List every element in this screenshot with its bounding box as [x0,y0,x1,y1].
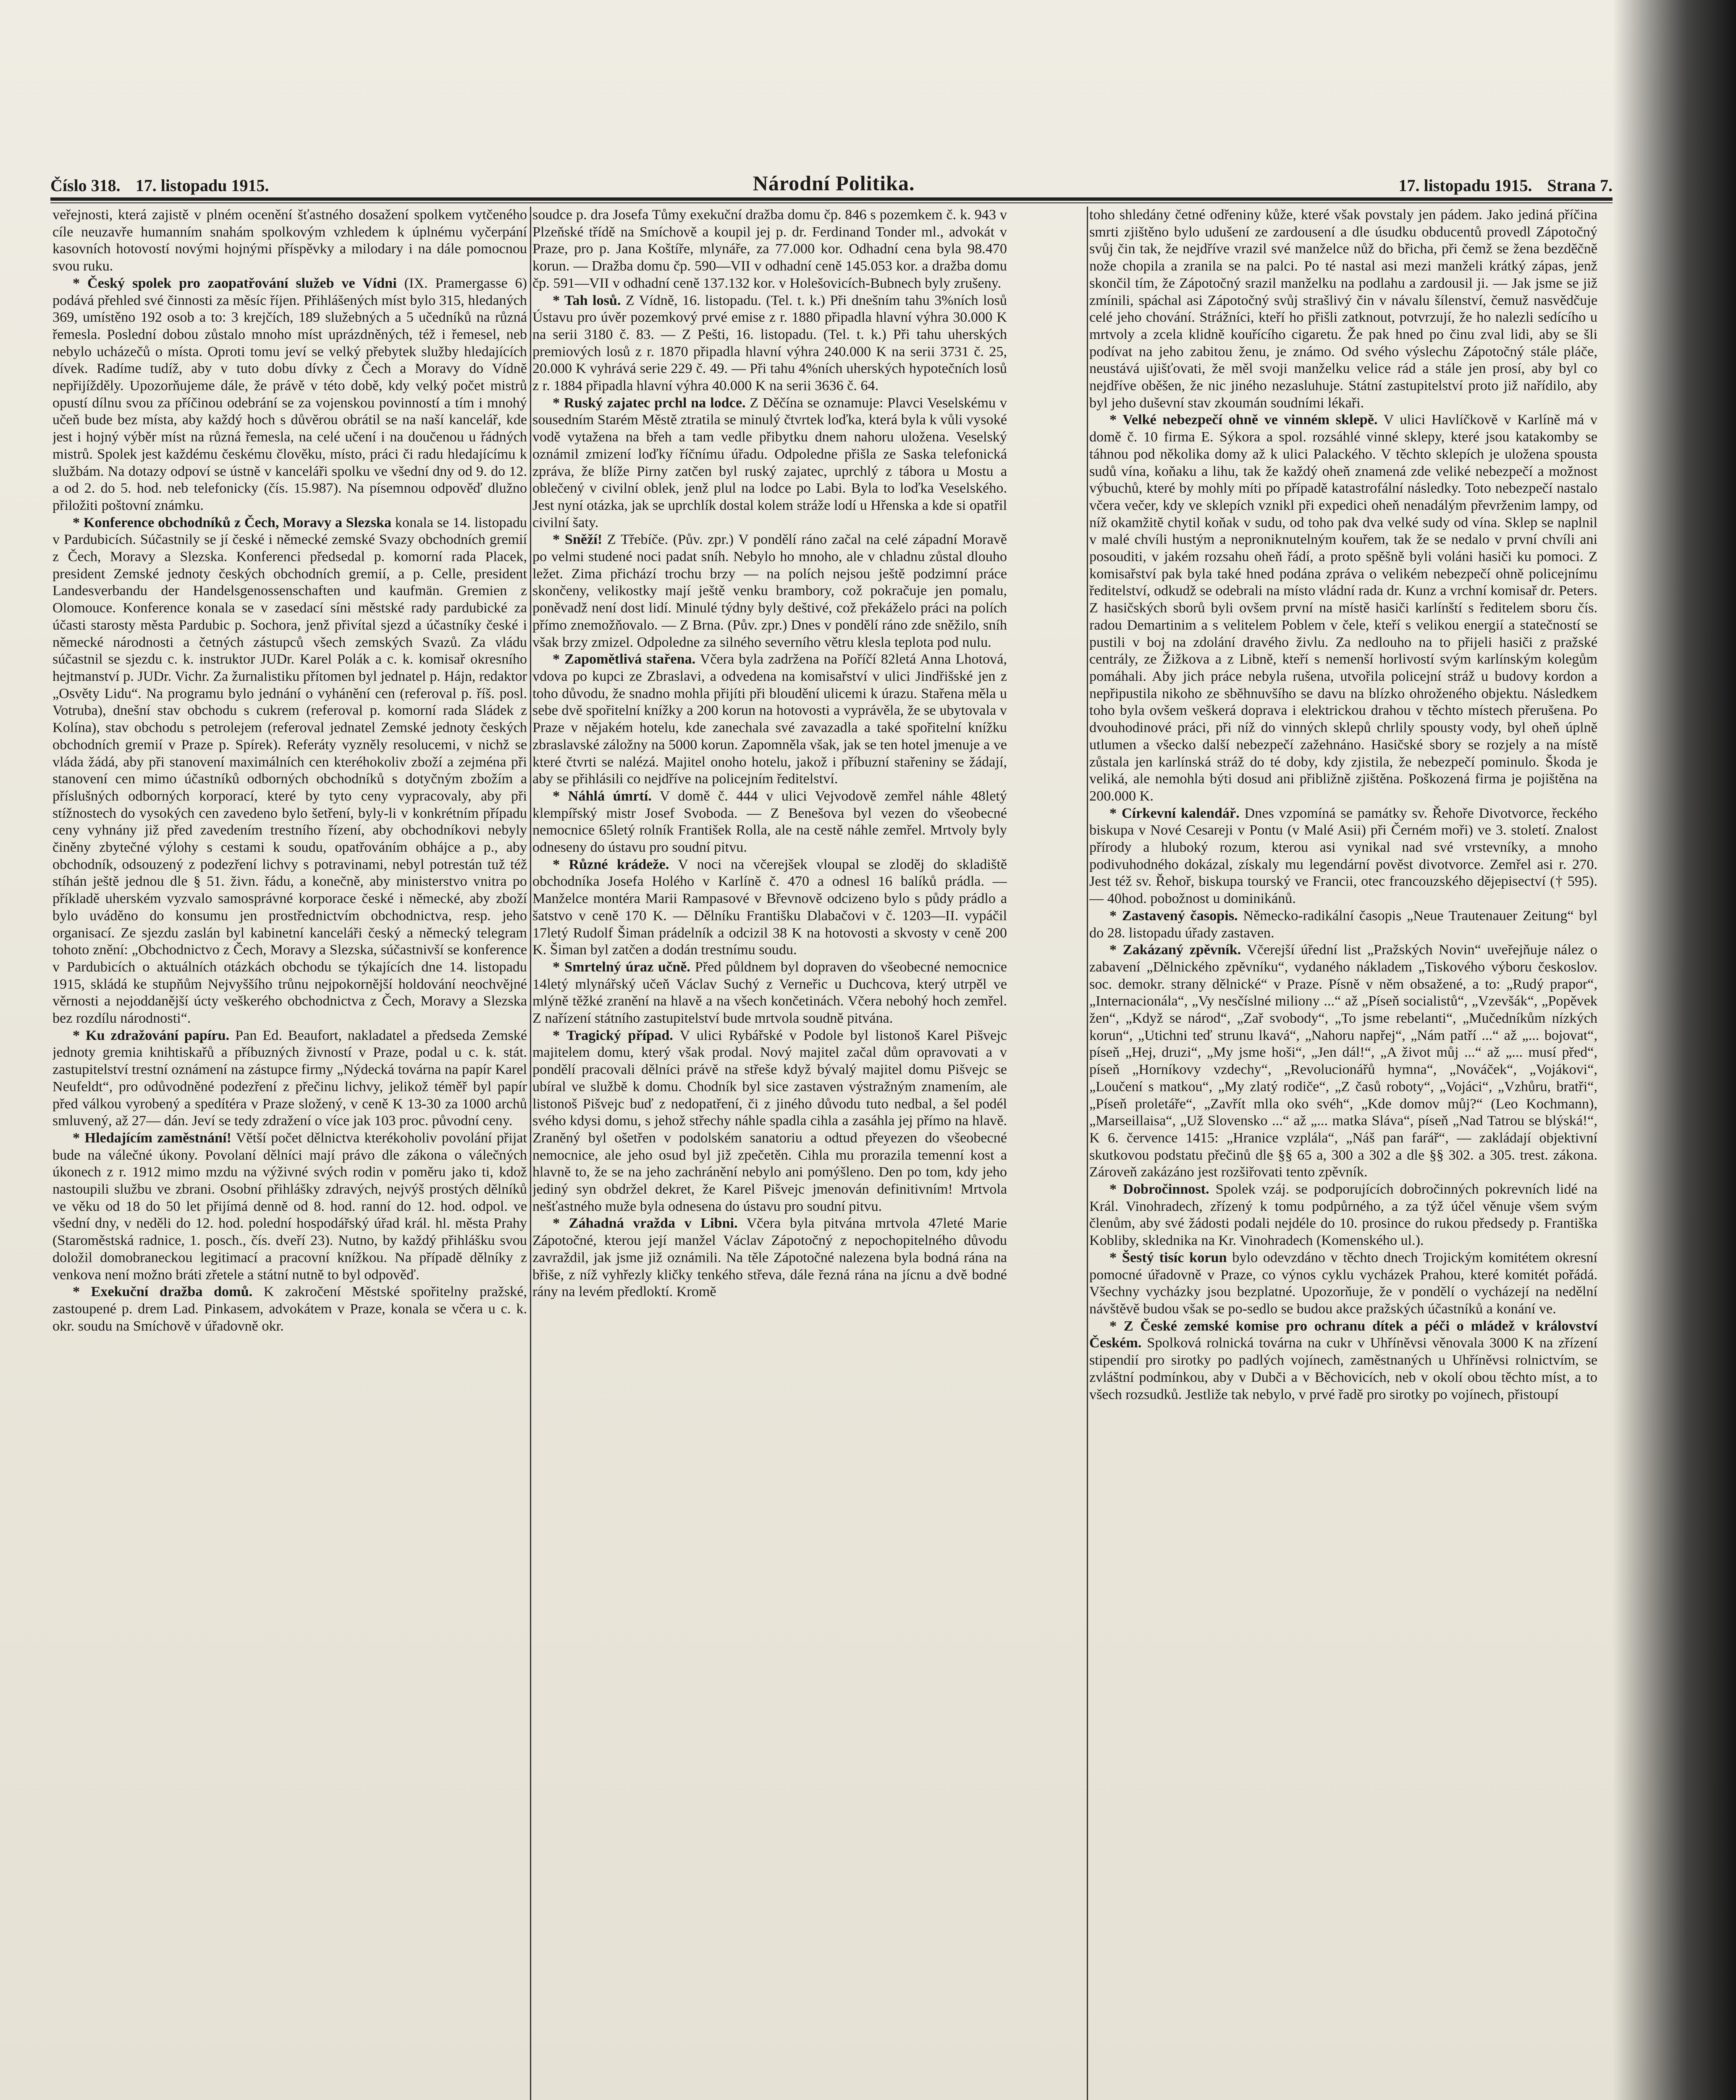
article-paragraph [532,207,1007,292]
article-heading: * Hledajícím zaměstnání! [73,1130,231,1146]
article-heading: * Český spolek pro zaopatřování služeb ve Vídni [73,275,397,291]
article-paragraph [52,275,527,514]
article-text: Včera byla pitvána mrtvola 47leté Marie Zápotočné, kterou její manžel Václav Zápotočný z nepochopitelného důvodu zavraždil, jak jsme již oznámili. Na těle Zápotočné nalezena byla bodná rána na břiše, z níž vyhřezly kličky tenkého střeva, dále řezná rána na jícnu a dvě bodné rány na levém předloktí. Kromě [532,1215,1007,1300]
article-paragraph [532,651,1007,788]
article-text: Z Děčína se oznamuje: Plavci Veselskému v sousedním Starém Městě ztratila se minulý čtvrtek loďka, která byla k vůli vysoké vodě vytažena na břeh a tam vedle přibytku dnem nahoru uložena. Veselský oznámil zmizení loďky říčnímu úřadu. Odpoledne přišla ze Saska telefonická zpráva, že blíže Pirny zatčen byl ruský zajatec, uprchlý z tábora u Mostu a oblečený v civilní oblek, jenž plul na lodce po Labi. Byla to loďka Veselského. Jest nyní otázka, jak se uprchlík dostal kolem stráže lodí u Hřenska a kde si opatřil civilní šaty. [532,395,1007,530]
article-text: Z Třebíče. (Pův. zpr.) V pondělí ráno začal na celé západní Moravě po velmi studené noci padat sníh. Nebylo ho mnoho, ale v chladnu zůstal dlouho ležet. Zima přichází trochu brzy — na polích nejsou ještě podzimní práce skončeny, velikostky mají ještě venku brambory, což pokračuje jen pomalu, poněvadž není dost lidí. Minulé týdny byly deštivé, což překáželo práci na polích přímo znemožňovalo. — Z Brna. (Pův. zpr.) Dnes v pondělí ráno zde sněžilo, sníh však brzy zmizel. Odpoledne za silného severního větru klesla teplota pod nulu. [532,532,1007,650]
article-text: soudce p. dra Josefa Tůmy exekuční dražba domu čp. 846 s pozemkem č. k. 943 v Plzeňské třídě na Smíchově a koupil jej p. dr. Ferdinand Tonder ml., advokát v Praze, pro p. Jana Koštíře, mlynáře, za 77.000 kor. Odhadní cena byla 98.470 korun. — Dražba domu čp. 590—VII v odhadní ceně 145.053 kor. a dražba domu čp. 591—VII v odhadní ceně 137.132 kor. v Holešovicích-Bubnech byly zrušeny. [532,207,1007,291]
article-heading: * Ku zdražování papíru. [73,1027,230,1043]
article-heading: * Dobročinnost. [1109,1181,1209,1197]
article-heading: * Ruský zajatec prchl na lodce. [553,395,746,411]
article-text: Včerejší úřední list „Pražských Novin“ uveřejňuje nález o zabavení „Dělnického zpěvníku“, vydaného nákladem „Tiskového výboru českoslov. soc. demokr. strany dělnické“ v Praze. Písně v něm obsažené, a to: „Rudý prapor“, „Internacionála“, „Vy nesčíslné miliony ...“ až „Píseň socialistů“, „Vzevšák“, „Popěvek žen“, „Když se národ“, „Zař svobody“, „To jsme rebelanti“, „Mučedníkům nízkých korun“, „Utichni teď strunu lkavá“, „Nahoru napřej“, „Nám patří ...“ až „... bojovat“, píseň „Hej, druzi“, „My jsme hoši“, „Jen dál!“, „A život můj ...“ až „... musí před“, píseň „Horníkovy vzdechy“, „Revolucionářů hymna“, „Nováček“, „Vojákovi“, „Loučení s matkou“, „My zlatý rodiče“, „Z časů roboty“, „Vojáci“, „Vzhůru, bratři“, „Píseň proletáře“, „Zavřít mlla oko svéh“, „Kde domov můj?“ (Leo Kochmann), „Marseillaisa“, „Už Slovensko ...“ až „... matka Sláva“, píseň „Nad Tatrou se blýská!“, K 6. července 1415: „Hranice vzplála“, „Náš pan farář“, — zakládají objektivní skutkovou podstatu přečinů dle §§ 65 a, 300 a 302 a dle §§ 302. a 305. trest. zákona. Zároveň zakázáno jest rozšiřovati tento zpěvník. [1089,942,1597,1180]
article-paragraph [1089,412,1597,805]
column-separator [530,207,531,2100]
article-paragraph [532,959,1007,1027]
article-heading: * Z České zemské komise pro ochranu dítek a péči o mládež v království Českém. [1089,1318,1597,1351]
article-text: konala se 14. listopadu v Pardubicích. Súčastnily se jí české i německé zemské Svazy obchodních gremií z Čech, Moravy a Slezska. Konferenci předsedal p. komorní rada Placek, president Zemské jednoty českých obchodních gremií, a p. Celle, president Landesverbandu der Handelsgenossenschaften und kaufmän. Gremien z Olomouce. Konference konala se v zasedací síni městské rady pardubické za účasti starosty města Pardubic p. Sochora, jenž přivítal sjezd a účastníky české i německé národnosti a četných zástupců všech zemských Svazů. Za vládu súčastnil se sjezdu c. k. instruktor JUDr. Karel Polák a c. k. komisař okresního hejtmanství p. JUDr. Vichr. Za žurnalistiku přítomen byl jednatel p. Hájn, redaktor „Osvěty Lidu“. Na programu bylo jednání o vyhánění cen (referoval p. říš. posl. Votruba), dnešní stav obchodu s cukrem (referoval p. komorní rada Sládek z Kolína), stav obchodu s petrolejem (referoval jednatel Zemské jednoty českých obchodních gremií v Praze p. Spírek). Referáty vyzněly resolucemi, v nichž se vláda žádá, aby při stanovení maximálních cen kteréhokoliv zboží a zejména při stanovení cen mimo účastníků odborných obchodníků s dotyčným zbožím a příslušných odborných korporací, které by tyto ceny vypracovaly, aby při stížnostech do vysokých cen zavedeno bylo šetření, byly-li v konkrétním případu ceny vyhnány již před zavedením trestního řízení, aby obchodníkovi nebyly činěny zbytečné výlohy s cestami k soudu, opatřováním obhájce a p., aby obchodník, odsouzený z podezření lichvy s potravinami, nebyl potrestán tuž též stíhán ještě jednou dle § 51. živn. řádu, a konečně, aby ministerstvo vnitra po příkladě uherském vyzvalo samosprávné korporace české i německé, aby zboží bylo uváděno do konsumu jen prostřednictvím obchodnictva, resp. jeho organisací. Ze sjezdu zaslán byl kabinetní kanceláři český a německý telegram tohoto znění: „Obchodnictvo z Čech, Moravy a Slezska, súčastnivší se konference v Pardubicích o aktuálních otázkách obchodu se týkajících dne 14. listopadu 1915, skládá ke stupňům Nejvyššího trůnu nejpokornější holdování neochvějné věrnosti a nejoddanější úcty veškerého obchodnictva z Čech, Moravy a Slezska bez rozdílu národnosti“. [52,514,527,1026]
article-heading: * Tragický případ. [553,1027,673,1043]
article-paragraph [1089,207,1597,412]
article-text: V noci na včerejšek vloupal se zloděj do skladiště obchodníka Josefa Holého v Karlíně č. 470 a odnesl 16 balíků prádla. — Manželce montéra Marii Rampasové v Břevnově odcizeno bylo s půdy prádlo a šatstvo v ceně 170 K. — Dělníku Františku Dlabačovi v č. 1203—II. vypáčil 17letý Rudolf Šiman prádelník a odcizil 38 K na hotovosti a skvosty v ceně 200 K. Šiman byl zatčen a dodán trestnímu soudu. [532,856,1007,958]
article-text: bylo odevzdáno v těchto dnech Trojickým komitétem okresní pomocné úřadovně v Praze, co výnos cyklu vycházek Prahou, které komitét pořádá. Všechny vycházky jsou bezplatné. Upozorňuje, že v pondělí o vycházejí na nedělní návštěvě budou však se po-sedlo se budou akce pražských účastníků a konání ve. [1089,1250,1597,1317]
article-paragraph [532,1027,1007,1215]
article-text: K zakročení Městské spořitelny pražské, zastoupené p. drem Lad. Pinkasem, advokátem v Praze, konala se včera u c. k. okr. soudu na Smíchově v úřadovně okr. [52,1284,527,1334]
article-paragraph [532,395,1007,532]
article-text: V ulici Havlíčkově v Karlíně má v domě č. 10 firma E. Sýkora a spol. rozsáhlé vinné sklepy, které jsou katakomby se táhnou pod několika domy až k ulici Palackého. V těchto sklepích je uložena spousta sudů vína, koňaku a lihu, tak že každý oheň znamená zde veliké nebezpečí a možnost výbuchů, které by mohly míti po případě katastrofální následky. Toto nebezpečí nastalo včera večer, kdy ve sklepích vznikl při expedici oheň nenadálým převrženim lampy, od níž okamžitě chytil koňak v sudu, od toho pak dva velké sudy od vína. Sklep se naplnil v malé chvíli hustým a neproniknutelným kouřem, tak že se nedalo v první chvíli ani posouditi, v jakém rozsahu oheň řádí, a proto spěšně byli voláni hasiči ku pomoci. Z komisařství pak byla také hned podána zpráva o velikém nebezpečí ohně policejnímu ředitelství, odkudž se odebrali na místo vládní rada dr. Kunz a vrchní komisař dr. Peters. Z hasičských sborů byli ovšem první na místě hasiči karlínští s ředitelem sboru čís. radou Demartinim a s velitelem Poblem v čele, kteří s velikou energií a statečností se pustili v boj na zdolání dravého živlu. Za nedlouho na to přijeli hasiči z pražské centrály, ze Žižkova a z Libně, kteří s nemenší horlivostí svým karlínským kolegům pomáhali. Aby jich práce nebyla rušena, utvořila policejní stráž u budovy kordon a nepřipustila nikoho ze sběhnuvšího se davu na blízko ohroženého objektu. Následkem toho byla ovšem veškerá doprava i elektrickou drahou v těchto místech přerušena. Po dvouhodinové práci, při níž do vinných sklepů chrlily spousty vody, byl oheň úplně utlumen a všecko další nebezpečí zažehnáno. Hasičské sbory se rozjely a na místě zůstala jen karlínská stráž do té doby, kdy zjistila, že nebezpečí pominulo. Škoda je veliká, ale nemohla býti dosud ani přibližně zjištěna. Poškozená firma je pojištěna na 200.000 K. [1089,412,1597,804]
column-1 [52,207,527,2100]
article-heading: * Smrtelný úraz učně. [553,959,690,975]
article-paragraph [52,1284,527,1335]
article-paragraph [532,292,1007,395]
article-paragraph [52,1027,527,1130]
article-paragraph [1089,908,1597,942]
article-text: Pan Ed. Beaufort, nakladatel a předseda Zemské jednoty gremia knihtiskařů a příbuzných živností v Praze, podal u c. k. stát. zastupitelství trestní oznámení na zástupce firmy „Nýdecká továrna na papír Karel Neufeldt“, pro odůvodněné podezření z přečinu lichvy, jelikož téměř byl papír před válkou vyrobený a spedítéra v Praze složený, v ceně K 13-30 za 1000 archů smluvený, až 27— dán. Jeví se tedy zdražení o více jak 103 proc. původní ceny. [52,1027,527,1129]
article-paragraph [532,531,1007,651]
article-text: veřejnosti, která zajistě v plném ocenění šťastného dosažení spolkem vytčeného cíle neuzavře humanním snahám spolkovým vzhledem k úplnému vyčerpání kasovních hotovostí novými hojnými příspěvky a milodary i na dále pomocnou svou ruku. [52,207,527,274]
article-heading: * Zapomětlivá stařena. [553,651,696,667]
article-heading: * Zakázaný zpěvník. [1109,942,1241,958]
article-heading: * Tah losů. [553,292,621,308]
article-heading: * Velké nebezpečí ohně ve vinném sklepě. [1109,412,1378,428]
article-paragraph [1089,805,1597,908]
issue-date-right: 17. listopadu 1915. [1398,176,1532,195]
article-paragraph [1089,1318,1597,1404]
issue-date: 17. listopadu 1915. [135,176,269,195]
article-heading: * Konference obchodníků z Čech, Moravy a Slezska [73,514,392,530]
article-paragraph [1089,1250,1597,1318]
article-text: Před půldnem byl dopraven do všeobecné nemocnice 14letý mlynářský učeň Václav Suchý z Verneřic u Duchcova, který utrpěl ve mlýně těžké zranění na hlavě a na všech končetinách. Včera nebohý hoch zemřel. Z nařízení státního zastupitelství bude mrtvola soudně pitvána. [532,959,1007,1026]
torn-page-edge [1613,0,1736,2100]
column-separator [1087,207,1088,2100]
article-text: V ulici Rybářské v Podole byl listonoš Karel Pišvejc majitelem domu, který však prodal. Nový majitel začal dům opravovati a v pondělí pracovali dělníci právě na střeše když bývalý majitel domu Pišvejc se ubíral ve službě k domu. Chodník byl sice zastaven výstražným znamením, ale listonoš Pišvejc buď z nedopatření, či z jiného důvodu tuto nedbal, a šel podél svého kdysi domu, s jehož střechy náhle spadla cihla a zasáhla jej přímo na hlavě. Zraněný byl ošetřen v podolském sanatoriu a odtud přeyezen do všeobecné nemocnice, ale jeho osud byl již zpečetěn. Cihla mu prorazila temenní kost a hlavně to, že se na jeho zachránění nebylo ani pomýšleno. Den po tom, kdy jeho jediný syn obdržel dekret, že Karel Pišvejc jmenován definitivním! Mrtvola nešťastného muže byla odnesena do ústavu pro soudní pitvu. [532,1027,1007,1214]
issue-number: Číslo 318. [50,176,121,195]
article-heading: * Šestý tisíc korun [1109,1250,1227,1265]
article-heading: * Exekuční dražba domů. [73,1284,253,1300]
header-rule [50,197,1613,201]
article-text: Německo-radikální časopis „Neue Trautenauer Zeitung“ byl do 28. listopadu úřady zastaven. [1089,908,1597,941]
article-paragraph [1089,1181,1597,1250]
article-heading: * Záhadná vražda v Libni. [553,1215,738,1231]
article-paragraph [52,207,527,275]
article-text: Spolek vzáj. se podporujících dobročinných pokrevních lidé na Král. Vinohradech, zřízený k tomu podpůrného, a za týž účel věnuje všem svým členům, aby své žádosti podali nejdéle do 10. prosince do rukou předsedy p. Františka Kobliby, sklednika na Kr. Vinohradech (Komenského ul.). [1089,1181,1597,1249]
article-paragraph [1089,942,1597,1181]
article-heading: * Zastavený časopis. [1109,908,1238,924]
masthead: Národní Politika. [753,171,915,195]
page-number: Strana 7. [1547,176,1613,195]
article-heading: * Náhlá úmrtí. [553,788,652,804]
article-text: (IX. Pramergasse 6) podává přehled své činnosti za měsíc říjen. Přihlášených míst bylo 315, hledaných 369, umístěno 192 osob a to: 3 krejčích, 189 služebných a 5 učedníků na různá řemesla. Poslední dobou zůstalo mnoho míst uprázdněných, též i řemesel, neb nebylo ucházečů o místa. Oproti tomu jeví se velký přebytek služby hledajících dívek. Radíme tudíž, aby v tuto dobu dívky z Čech a Moravy do Vídně nepřijížděly. Upozorňujeme dále, že právě v této době, kdy velký počet mistrů opustí dílnu svou za příčinou odebrání se za vojenskou povinností a tím i mnohý učeň bude bez místa, aby každý hoch s důvěrou obrátil se na naší kancelář, kde jest i hojný výběr míst na různá řemesla, na celé učení i na doučenou u řádných mistrů. Spolek jest každému českému člověku, místo, práci či radu hledajícímu k službám. Na dotazy odpoví se ústně v kanceláři spolku ve všední dny od 9. do 12. a od 2. do 5. hod. neb telefonicky (čís. 15.987). Na písemnou odpověď dlužno přiložiti poštovní známku. [52,275,527,513]
column-3 [1089,207,1597,2100]
article-text: Z Vídně, 16. listopadu. (Tel. t. k.) Při dnešním tahu 3%ních losů Ústavu pro úvěr pozemkový prvé emise z r. 1880 připadla hlavní výhra 30.000 K na serii 3180 č. 83. — Z Pešti, 16. listopadu. (Tel. t. k.) Při tahu uherských premiových losů z r. 1870 připadla hlavní výhra 240.000 K na serii 3731 č. 25, 20.000 K vyhrává serie 229 č. 49. — Při tahu 4%ních uherských hypotečních losů z r. 1884 připadla hlavní výhra 40.000 K na serii 3636 č. 64. [532,292,1007,394]
article-text: Větší počet dělnictva kterékoholiv povolání přijat bude na válečné úkony. Povolaní dělníci mají právo dle zákona o válečných úkonech z r. 1912 mimo mzdu na výživné svých rodin v poměru jako ti, kdož nastoupili službu ve zbrani. Osobní přihlášky zdravých, nejvýš prostých dělníků ve věku od 18 do 50 let přijímá denně od 8. hod. ranní do 12. hod. odpol. ve všední dny, v neděli do 12. hod. polední hospodářský úřad král. hl. města Prahy (Staroměstská radnice, 1. posch., čís. dveří 23). Nutno, by každý přihlášku svou doložil domobraneckou legitimací a pracovní knížkou. Na případě dělníky z venkova není možno bráti zřetele a státní nutně to byl odpověď. [52,1130,527,1283]
article-paragraph [532,1215,1007,1301]
article-heading: * Sněží! [553,532,603,548]
article-paragraph [532,788,1007,856]
article-text: toho shledány četné odřeniny kůže, které však povstaly jen pádem. Jako jediná příčina smrti zjištěno bylo udušení ze zardousení a dle úsudku obducentů provedl Zápotočný svůj čin tak, že nejdříve vrazil své manželce nůž do břicha, při čemž se žena bezděčně nože chopila a zranila se na palci. Po té nastal asi mezi manželi krátký zápas, jenž skončil tím, že Zápotočný srazil manželku na podlahu a zardousil ji. — Jak jsme se již zmínili, spáchal asi Zápotočný svůj strašlivý čin v návalu šílenství, čemuž nasvědčuje celé jeho chování. Strážníci, kteří ho přišli zatknout, potvrzují, že ho nalezli sedícího u mrtvoly a zcela klidně kouřícího cigaretu. Že pak hned po činu zval lidi, aby se šli podívat na jeho zabitou ženu, je známo. Od svého výslechu Zápotočný stále pláče, neustává ujišťovati, že měl svoji manželku velice rád a stále jen prosí, aby byl co nejdříve oběšen, že nic jiného nezasluhuje. Státní zastupitelství proto již nařídilo, aby byl jeho duševní stav zkoumán soudními lékaři. [1089,207,1597,411]
article-text: Včera byla zadržena na Poříčí 82letá Anna Lhotová, vdova po kupci ze Zbraslavi, a odvedena na komisařství v ulici Jindřišské jen z toho důvodu, že snadno mohla přijíti při bloudění ulicemi k úrazu. Stařena měla u sebe dvě spořitelní knížky a 200 korun na hotovosti a vyprávěla, že se ubytovala v Praze v nějakém hotelu, kde zanechala své zavazadla a také spořitelní knížku zbraslavské záložny na 5000 korun. Zapomněla však, jak se ten hotel jmenuje a ve které čtvrti se nalézá. Majitel onoho hotelu, jakož i příbuzní stařeniny se žádají, aby se přihlásili co nejdříve na policejním ředitelství. [532,651,1007,787]
article-paragraph [532,856,1007,959]
header-rule-thin [50,202,1613,203]
article-paragraph [52,514,527,1027]
article-heading: * Různé krádeže. [553,856,669,872]
column-2 [532,207,1007,2100]
page-header [50,166,1613,195]
article-text: Dnes vzpomíná se památky sv. Řehoře Divotvorce, řeckého biskupa v Nové Cesareji v Pontu (v Malé Asii) při Černém moři) ve 3. století. Znalost přírody a hluboký rozum, kterou asi vynikal nad své vrstevníky, a mnoho podivuhodného dokázal, získaly mu legendární pověst divotvorce. Zemřel asi r. 270. Jest též sv. Řehoř, biskupa tourský ve Francii, otec francouzského dějepisectví († 595). — 40hod. pobožnost u dominikánů. [1089,805,1597,907]
article-paragraph [52,1130,527,1284]
article-text: Spolková rolnická továrna na cukr v Uhříněvsi věnovala 3000 K na zřízení stipendií pro sirotky po padlých vojínech, zaměstnaných u Uhříněvsi rolnictvím, se zvláštní podmínkou, aby v Dubči a v Běchovicích, neb v okolí obou těchto míst, a to všech rozsudků. Jestliže tak nebylo, v prvé řadě pro sirotky po vojínech, přistoupí [1089,1335,1597,1402]
article-heading: * Církevní kalendář. [1109,805,1240,821]
article-text: V domě č. 444 v ulici Vejvodově zemřel náhle 48letý klempířský mistr Josef Svoboda. — Z Benešova byl vezen do všeobecné nemocnice 65letý rolník František Rolla, ale na cestě náhle zemřel. Mrtvoly byly odneseny do ústavu pro soudní pitvu. [532,788,1007,856]
